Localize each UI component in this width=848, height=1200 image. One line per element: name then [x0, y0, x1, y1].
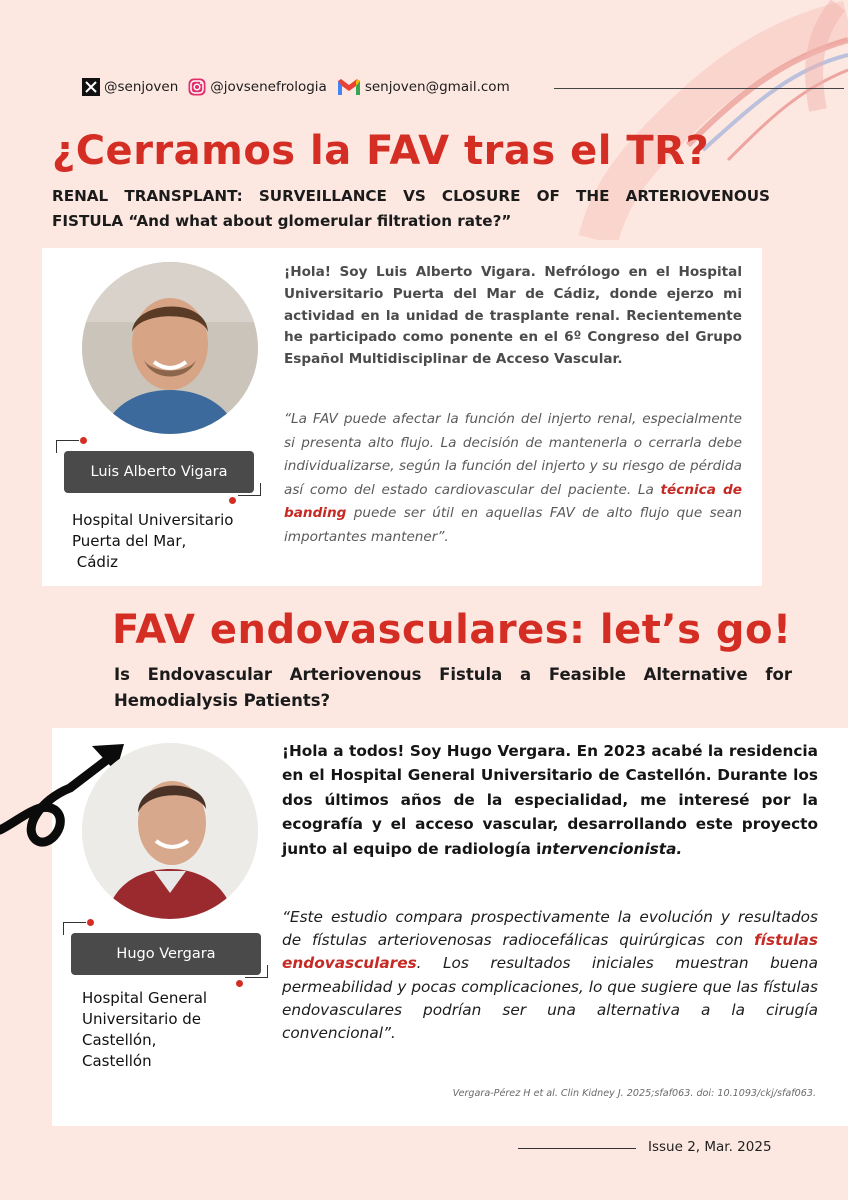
instagram-link[interactable] [188, 78, 327, 96]
accent-dot [236, 980, 243, 987]
quote-text: . Los resultados iniciales muestran buena permeabilidad y pocas complicaciones, lo que sugiere que las fístulas endovasculares podrían ser una alternativa a la cirugía convencional”. [282, 954, 818, 1043]
article2-title: FAV endovasculares: let’s go! [112, 607, 792, 653]
x-logo-icon [82, 78, 100, 96]
accent-dot [87, 919, 94, 926]
quote-text: “La FAV puede afectar la función del injerto renal, especialmente si presenta alto flujo. La decisión de mantenerla o cerrarla debe individualizarse, según la función del injerto y su riesgo de pérdida así como del estado cardiovascular del paciente. La [284, 411, 742, 498]
instagram-handle: @jovsenefrologia [210, 79, 327, 95]
institution-line: Cádiz [72, 553, 118, 571]
avatar-hugo [82, 743, 258, 919]
quote-text: puede ser útil en aquellas FAV de alto flujo que sean importantes mantener”. [284, 505, 742, 545]
article1-title: ¿Cerramos la FAV tras el TR? [52, 128, 710, 174]
social-bar [82, 78, 520, 96]
institution-luis [72, 510, 272, 573]
institution-line: Hospital General [82, 989, 208, 1007]
bio-italic: ntervencionista. [541, 839, 683, 858]
gmail-icon [337, 78, 361, 96]
footer-divider [518, 1148, 636, 1149]
email-link[interactable] [337, 78, 510, 96]
header-divider [554, 88, 844, 89]
bio-luis: ¡Hola! Soy Luis Alberto Vigara. Nefrólogo en el Hospital Universitario Puerta del Mar de Cádiz, donde ejerzo mi actividad en la unidad de trasplante renal. Recientemente he participado como ponente en el 6º Congreso del Grupo Español Multidisciplinar de Acceso Vascular. [284, 264, 742, 368]
avatar-luis [82, 262, 258, 434]
quote-highlight: fístulas endovasculares [282, 931, 818, 973]
institution-line: Hospital Universitario [72, 511, 234, 529]
bio-text: ¡Hola a todos! Soy Hugo Vergara. En 2023 acabé la residencia en el Hospital General Universitario de Castellón. Durante los dos últimos años de la especialidad, me interesé por la ecografía y el acceso vascular, desarrollando este proyecto junto al equipo de radiología i [282, 742, 818, 858]
person-photo-icon [82, 262, 258, 434]
author-name-luis: Luis Alberto Vigara [64, 451, 254, 493]
instagram-icon [188, 78, 206, 96]
quote-highlight: técnica de banding [284, 481, 742, 521]
institution-line: Puerta del Mar, [72, 532, 187, 550]
institution-hugo [82, 988, 262, 1072]
institution-line: Universitario de [82, 1010, 202, 1028]
corner-bracket [245, 965, 268, 978]
article1-subtitle: RENAL TRANSPLANT: SURVEILLANCE VS CLOSURE OF THE ARTERIOVENOUS FISTULA “And what about glomerular filtration rate?” [52, 187, 770, 230]
institution-line: Castellón [82, 1052, 152, 1070]
quote-hugo [282, 906, 818, 1045]
institution-line: Castellón, [82, 1031, 157, 1049]
email-address: senjoven@gmail.com [364, 79, 510, 95]
citation: Vergara-Pérez H et al. Clin Kidney J. 2025;sfaf063. doi: 10.1093/ckj/sfaf063. [452, 1088, 816, 1099]
author-name-hugo: Hugo Vergara [71, 933, 261, 975]
bio-hugo [282, 739, 818, 861]
article2-subtitle: Is Endovascular Arteriovenous Fistula a Feasible Alternative for Hemodialysis Patients? [114, 665, 792, 710]
x-link[interactable] [82, 78, 178, 96]
corner-bracket [238, 483, 261, 496]
quote-luis [284, 408, 742, 549]
quote-text: “Este estudio compara prospectivamente la evolución y resultados de fístulas arteriovenosas radiocefálicas quirúrgicas con [282, 908, 818, 950]
accent-dot [229, 497, 236, 504]
issue-label: Issue 2, Mar. 2025 [648, 1139, 772, 1155]
x-handle: @senjoven [104, 79, 179, 95]
person-photo-icon [82, 743, 258, 919]
accent-dot [80, 437, 87, 444]
